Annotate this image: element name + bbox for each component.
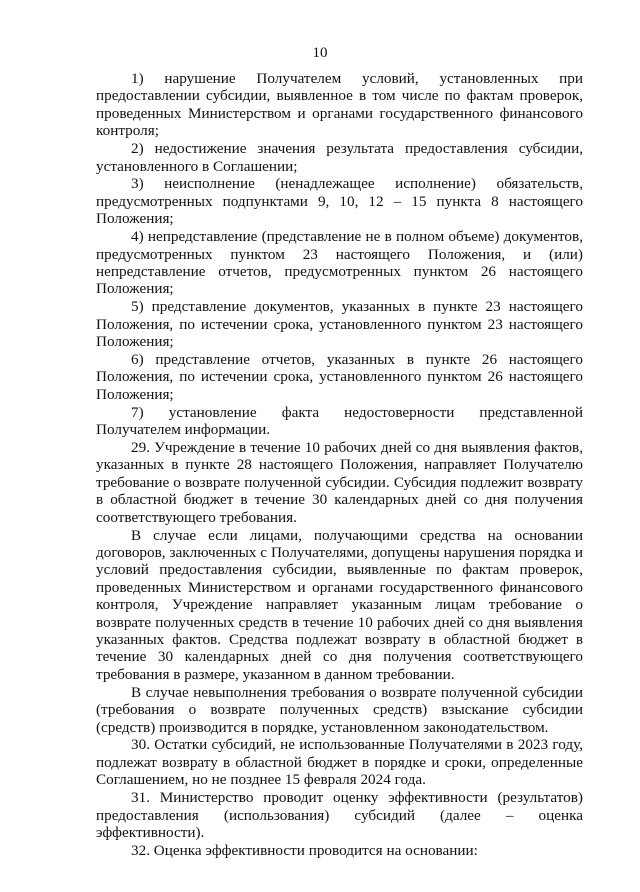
paragraph-clause-32: 32. Оценка эффективности проводится на основании: [131,841,478,859]
paragraph-clause-30: 30. Остатки субсидий, не использованные Получателями в 2023 году, подлежат возврату в областной бюджет в порядке и сроки, определенные Соглашением, но не позднее 15 февраля 2024 года. [96,736,583,789]
paragraph-item-1: 1) нарушение Получателем условий, установленных при предоставлении субсидии, выявленное в том числе по фактам проверок, проведенных Министерством и органами государственного финансового контроля; [96,70,583,140]
paragraph-item-2: 2) недостижение значения результата предоставления субсидии, установленного в Соглашении; [96,140,583,175]
paragraph-clause-31: 31. Министерство проводит оценку эффективности (результатов) предоставления (использования) субсидий (далее – оценка эффективности). [96,789,583,841]
paragraph-item-5: 5) представление документов, указанных в пункте 23 настоящего Положения, по истечении срока, установленного пунктом 23 настоящего Положения; [96,298,583,351]
paragraph-clause-29-contractors: В случае если лицами, получающими средства на основании договоров, заключенных с Получателями, допущены нарушения порядка и условий предоставления субсидии, выявленные по фактам проверок, проведенных Министерством и органами государственного финансового контроля, Учреждение направляет указанным лицам требование о возврате полученных средств в течение 10 рабочих дней со дня выявления указанных фактов. Средства подлежат возврату в областной бюджет в течение 30 календарных дней со дня получения соответствующего требования в размере, указанном в данном требовании. [96,526,583,683]
paragraph-item-4: 4) непредставление (представление не в полном объеме) документов, предусмотренных пунктом 23 настоящего Положения, и (или) непредставление отчетов, предусмотренных пунктом 26 настоящего Положения; [96,228,583,298]
paragraph-clause-29: 29. Учреждение в течение 10 рабочих дней со дня выявления фактов, указанных в пункте 28 настоящего Положения, направляет Получателю требование о возврате полученной субсидии. Субсидия подлежит возврату в областной бюджет в течение 30 календарных дней со дня получения соответствующего требования. [96,439,583,526]
paragraph-item-7: 7) установление факта недостоверности представленной Получателем информации. [96,403,583,439]
document-body [96,70,583,860]
paragraph-item-3: 3) неисполнение (ненадлежащее исполнение) обязательств, предусмотренных подпунктами 9, 10, 12 – 15 пункта 8 настоящего Положения; [96,175,583,228]
paragraph-item-6: 6) представление отчетов, указанных в пункте 26 настоящего Положения, по истечении срока, установленного пунктом 26 настоящего Положения; [96,351,583,403]
page-number: 10 [312,45,328,61]
paragraph-clause-29-enforcement: В случае невыполнения требования о возврате полученной субсидии (требования о возврате полученных средств) взыскание субсидии (средств) производится в порядке, установленном законодательством. [96,683,583,736]
